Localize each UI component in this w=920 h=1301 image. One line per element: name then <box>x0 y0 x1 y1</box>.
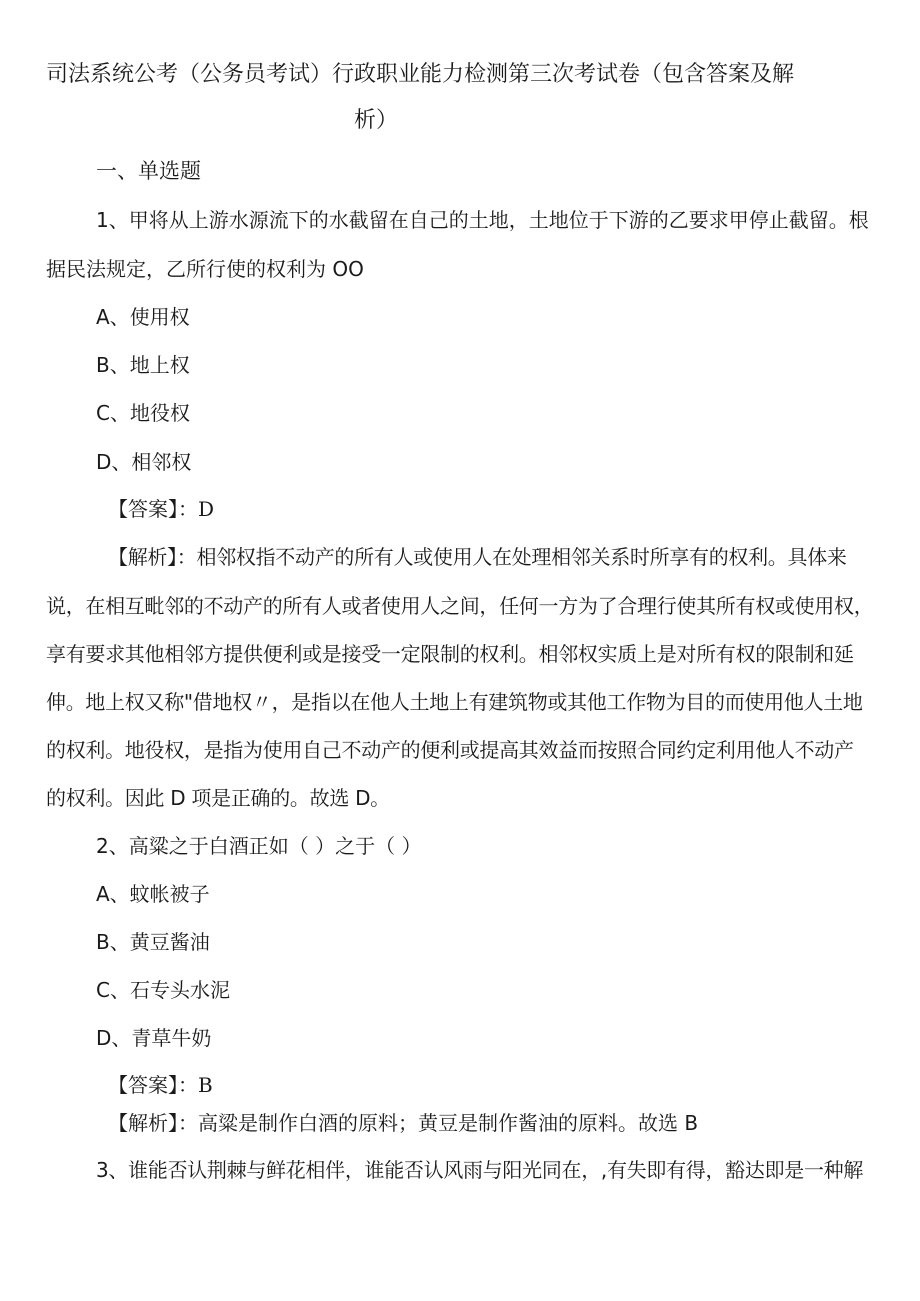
answer-value: B <box>198 1073 213 1097</box>
question-1-analysis-line-3: 享有要求其他相邻方提供便利或是接受一定限制的权利。相邻权实质上是对所有权的限制和延 <box>46 642 854 666</box>
question-2-answer <box>108 1072 213 1098</box>
question-2-option-b: B、黄豆酱油 <box>96 930 210 954</box>
question-1-stem-line-1: 1、甲将从上游水源流下的水截留在自己的土地，土地位于下游的乙要求甲停止截留。根 <box>96 208 869 232</box>
answer-value: D <box>198 497 215 521</box>
question-1-analysis-line-5: 的权利。地役权，是指为使用自己不动产的便利或提高其效益而按照合同约定利用他人不动产 <box>46 738 854 762</box>
question-1-option-c: C、地役权 <box>96 401 190 425</box>
question-1-answer <box>108 496 214 522</box>
question-2-stem: 2、高粱之于白酒正如（ ）之于（ ） <box>96 834 422 858</box>
question-2-option-d: D、青草牛奶 <box>96 1026 212 1050</box>
question-1-option-b: B、地上权 <box>96 353 190 377</box>
question-1-stem-line-2: 据民法规定，乙所行使的权利为 OO <box>46 257 364 281</box>
question-2-option-a: A、蚊帐被子 <box>96 882 210 906</box>
question-1-analysis-line-6: 的权利。因此 D 项是正确的。故选 D。 <box>46 786 390 810</box>
question-2-option-c: C、石专头水泥 <box>96 978 230 1002</box>
question-1-analysis-line-4: 伸。地上权又称"借地权〃，是指以在他人土地上有建筑物或其他工作物为目的而使用他人土地 <box>46 690 863 714</box>
document-title-line-1: 司法系统公考（公务员考试）行政职业能力检测第三次考试卷（包含答案及解 <box>46 62 795 87</box>
question-3-stem: 3、谁能否认荆棘与鲜花相伴，谁能否认风雨与阳光同在，,有失即有得，豁达即是一种解 <box>96 1158 864 1182</box>
question-1-analysis-line-2: 说，在相互毗邻的不动产的所有人或者使用人之间，任何一方为了合理行使其所有权或使用权， <box>46 594 874 618</box>
question-2-analysis: 【解析】：高粱是制作白酒的原料；黄豆是制作酱油的原料。故选 B <box>108 1111 699 1135</box>
answer-label: 【答案】： <box>108 497 198 521</box>
question-1-analysis-line-1: 【解析】：相邻权指不动产的所有人或使用人在处理相邻关系时所享有的权利。具体来 <box>108 545 847 569</box>
section-heading: 一、单选题 <box>96 159 201 183</box>
question-1-option-a: A、使用权 <box>96 305 190 329</box>
answer-label: 【答案】： <box>108 1073 198 1097</box>
question-1-option-d: D、相邻权 <box>96 450 192 474</box>
document-title-line-2: 析） <box>354 108 399 133</box>
